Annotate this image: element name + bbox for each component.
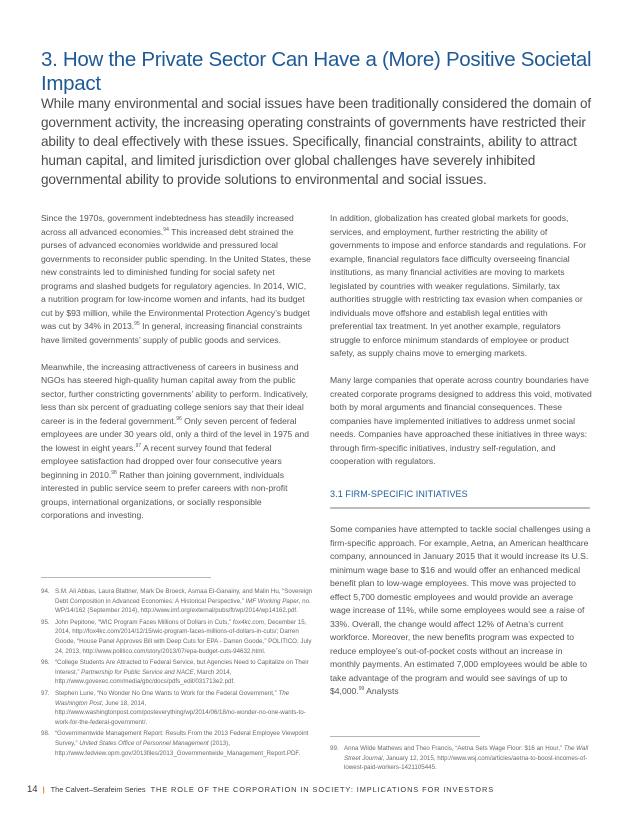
footnote-text: John Pepitone, “WIC Program Faces Millions of Dollars in Cuts,” fox4kc.com, December 15, 2014, http://fox4kc.com/2014/12/15/wic-program-faces-millions-of-dollars-in-cuts/; Darren Goode, “House Panel Approves Bill with Deep Cuts for EPA - Darren Goode,” POLITICO, July 24, 2013, http://www.politico.com/story/2013/07/epa-budget-cuts-94632.html. <box>55 618 312 655</box>
right-paragraphs <box>330 212 592 469</box>
footnote-number: 96. <box>41 659 50 667</box>
report-title: THE ROLE OF THE CORPORATION IN SOCIETY: IMPLICATIONS FOR INVESTORS <box>150 785 495 794</box>
body-paragraph: Meanwhile, the increasing attractiveness of careers in business and NGOs has steered high-quality human capital away from the public sector, further constricting governments’ ability to perform. Indicatively, less than six percent of graduating college seniors say that their ideal career is in the federal government.$^{96}$ Only seven percent of federal employees are under 30 years old, only a third of the level in 1975 and the lowest in eight years.$^{97}$ A recent survey found that federal employee satisfaction had dropped over four consecutive years beginning in 2010.98 Rather than joining government, individuals interested in public service seem to prefer careers with non-profit groups, international organizations, or socially responsible corporations and investing. <box>41 361 310 520</box>
footnote-reference[interactable]: 94 <box>163 226 169 233</box>
footnotes-right <box>330 744 592 775</box>
page-number: 14 <box>27 784 38 795</box>
page-title: 3. How the Private Sector Can Have a (More) Positive Societal Impact <box>41 48 592 95</box>
footnote-number: 94. <box>41 588 50 595</box>
body-paragraph: In addition, globalization has created global markets for goods, services, and employment, further restricting the ability of governments to impose and enforce standards and regulations. For example, financial regulators face difficulty overseeing financial institutions, as many financial activities are moving to markets legislated by countries with weaker regulations. Similarly, tax authorities struggle with restricting tax evasion when companies or individuals move offshore and establish legal entities with preferential tax treatment. In yet another example, regulators struggle to enforce minimum standards of employee or product safety, as supply chains move to emerging markets. <box>330 213 587 358</box>
footnote-text: S.M. Ali Abbas, Laura Blattner, Mark De Broeck, Asmaa El-Ganainy, and Malin Hu, “Sovereign Debt Composition in Advanced Economies: A Historical Perspective,” IMF Working Paper, no. WP/14/162 (September 2014), http://www.imf.org/external/pubs/ft/wp/2014/wp14162.pdf. <box>55 588 313 615</box>
left-paragraphs <box>41 212 311 523</box>
footnote <box>41 618 313 656</box>
footnote <box>41 658 313 687</box>
body-paragraph: Since the 1970s, government indebtedness has steadily increased across all advanced economies.$^{94}$ This increased debt strained the purses of advanced economies worldwide and pressured local governments to reconsider public spending. In the United States, these new constraints led to diminished funding for social safety net programs and slashed budgets for regulatory agencies. In 2014, WIC, a nutrition program for low-income women and infants, had its budget cut by $93 million, while the Environmental Protection Agency’s budget was cut by 34% in 2013.95 In general, increasing financial constraints have limited governments’ supply of public goods and services. <box>41 213 311 345</box>
footnote-text: Stephen Lurie, “No Wonder No One Wants to Work for the Federal Government,” The Washington Post, June 18, 2014, http://www.washingtonpost.com/posteverything/wp/2014/06/18/no-wonder-no-one-wants-to-work-for-the-federal-government/. <box>55 689 306 726</box>
footnote <box>41 729 313 758</box>
footnote-divider-right <box>330 736 480 737</box>
footer-separator: | <box>42 785 45 794</box>
left-column <box>41 212 311 536</box>
footnote-reference[interactable]: 95 <box>134 321 140 327</box>
footnote-number: 98. <box>41 730 50 738</box>
footnote-number: 95. <box>41 618 50 626</box>
right-column <box>330 212 592 712</box>
body-paragraph: Some companies have attempted to tackle social challenges using a firm-specific approach. For example, Aetna, an American healthcare company, announced in January 2015 that it would increase its U.S. minimum wage base to $16 and would offer an enhanced medical benefit plan to low-wage employees. This move was projected to effect 5,700 domestic employees and would provide an average wage increase of 11%, while some employees would see a raise of 33%. Overall, the change would affect 12% of Aetna’s current workforce. Moreover, the new benefits program was expected to reduce employee’s out-of-pocket costs without an increase in monthly payments. An estimated 7,000 employees would be able to take advantage of the program and would see savings of up to $4,000.99 Analysts <box>330 524 591 696</box>
body-paragraph: Many large companies that operate across country boundaries have created corporate programs designed to address this void, motivated both by moral arguments and financial consequences. These companies have implemented initiatives to address unmet social needs. Companies have approached these initiatives in three ways: through firm-specific initiatives, industry self-regulation, and cooperation with regulators. <box>330 375 592 466</box>
footnote <box>41 689 313 727</box>
section-heading: 3.1 FIRM-SPECIFIC INITIATIVES <box>330 488 468 499</box>
intro-paragraph: While many environmental and social issues have been traditionally considered the domain of government activity, the increasing operating constraints of governments have restricted their ability to deal effectively with these issues. Specifically, financial constraints, ability to attract human capital, and limited jurisdiction over global challenges have severely inhibited governmental ability to provide solutions to environmental and social issues. <box>41 96 592 187</box>
footnote-number: 97. <box>41 689 50 697</box>
footnote <box>330 744 592 773</box>
footnote-reference[interactable]: 98 <box>111 469 117 476</box>
footnote-divider-left <box>41 577 211 578</box>
footnote-text: “College Students Are Attracted to Federal Service, but Agencies Need to Capitalize on Their Interest,” Partnership for Public Service and NACE, March 2014, http://www.govexec.com/media/gbc/docs/pdfs_edit/031713e2.pdf. <box>55 659 309 686</box>
series-name: The Calvert–Serafeim Series <box>50 785 146 794</box>
footnote <box>41 587 313 616</box>
footnotes-left <box>41 587 313 760</box>
section-paragraphs <box>330 523 592 699</box>
footnote-reference[interactable]: 99 <box>358 686 365 692</box>
footnote-text: “Governmentwide Management Report: Results From the 2013 Federal Employee Viewpoint Survey,” United States Office of Personnel Management (2013), http://www.fedview.opm.gov/2013files/2013_Governmentwide_Management_Report.PDF. <box>55 730 309 757</box>
footnote-number: 99. <box>330 745 339 752</box>
footnote-text: Anna Wilde Mathews and Theo Francis, “Aetna Sets Wage Floor: $16 an Hour,” The Wall Street Journal, January 12, 2015, http://www.wsj.com/articles/aetna-to-boost-incomes-of-lowest-paid-workers-1421105445. <box>344 745 589 772</box>
page-footer <box>27 784 494 795</box>
section-divider <box>330 507 590 509</box>
footnote-reference[interactable]: 96 <box>176 415 182 422</box>
footnote-reference[interactable]: 97 <box>135 442 142 449</box>
